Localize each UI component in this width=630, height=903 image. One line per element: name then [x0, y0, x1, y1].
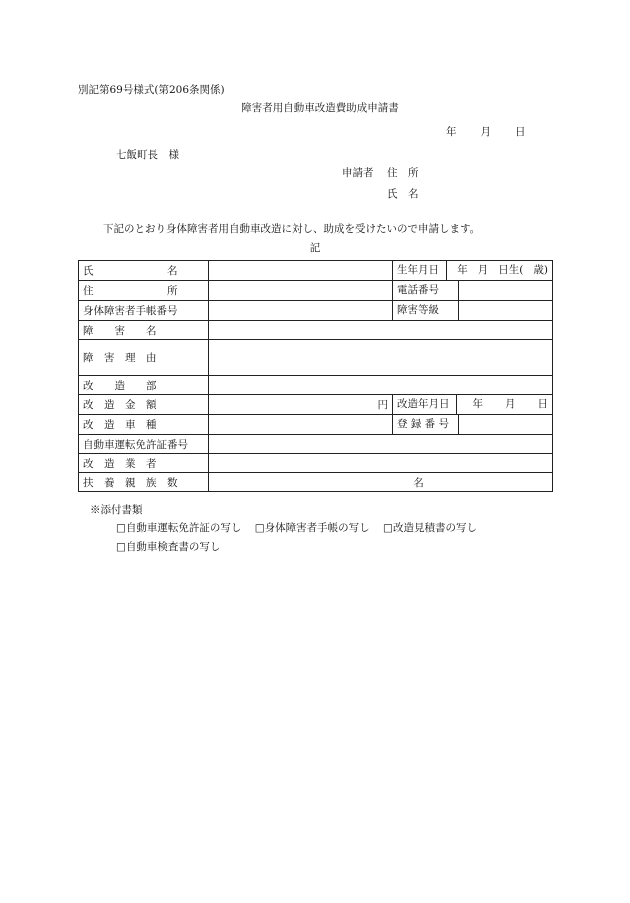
value-reason[interactable]: [209, 340, 553, 376]
yen-unit: 円: [377, 399, 388, 411]
label-phone: 電話番号: [393, 281, 459, 300]
attachment-item-handbook[interactable]: □身体障害者手帳の写し: [254, 522, 370, 534]
value-name[interactable]: [209, 261, 393, 281]
label-dependents: 扶 養 親 族 数: [79, 473, 209, 492]
attachments-list-row-1: [116, 520, 487, 535]
label-license-no: 自動車運転免許証番号: [79, 435, 209, 454]
attachments-list-row-2: [116, 539, 230, 554]
value-grade[interactable]: [459, 301, 552, 320]
value-vehicle-type[interactable]: [209, 415, 393, 435]
label-reg-no: 登 録 番 号: [393, 415, 459, 434]
attachment-item-license[interactable]: □自動車運転免許証の写し: [116, 522, 242, 534]
dob-year: 年: [457, 264, 468, 276]
label-grade-cell: [393, 301, 553, 321]
table-row: [79, 281, 553, 301]
value-reg-no[interactable]: [459, 415, 552, 434]
ki-heading: 記: [309, 242, 321, 254]
value-modified-part[interactable]: [209, 376, 553, 395]
label-contractor: 改 造 業 者: [79, 454, 209, 473]
label-mod-date: 改造年月日: [393, 395, 457, 414]
applicant-name-label: 氏 名: [387, 188, 419, 200]
table-row: [79, 435, 553, 454]
date-month: 月: [480, 126, 491, 138]
label-name: 氏 名: [79, 261, 209, 281]
label-amount: 改 造 金 額: [79, 395, 209, 415]
label-reason: 障 害 理 由: [79, 340, 209, 376]
label-mod-date-cell: [393, 395, 553, 415]
table-row: [79, 395, 553, 415]
label-dob: 生年月日: [393, 261, 447, 280]
addressee: 七飯町長 様: [116, 149, 179, 161]
value-dependents[interactable]: [209, 473, 553, 492]
persons-unit: 名: [413, 476, 424, 489]
document-title: 障害者用自動車改造費助成申請書: [241, 102, 399, 114]
table-row: [79, 415, 553, 435]
label-vehicle-type: 改 造 車 種: [79, 415, 209, 435]
table-row: [79, 376, 553, 395]
table-row: [79, 340, 553, 376]
form-number: 別記第69号様式(第206条関係): [78, 84, 225, 96]
application-table: [78, 260, 553, 492]
table-row: [79, 454, 553, 473]
date-line: [446, 124, 526, 139]
label-address: 住 所: [79, 281, 209, 301]
label-disability-name: 障 害 名: [79, 321, 209, 340]
label-modified-part: 改 造 部: [79, 376, 209, 395]
label-phone-cell: [393, 281, 553, 301]
attachments-heading: ※添付書類: [90, 504, 143, 516]
value-disability-name[interactable]: [209, 321, 553, 340]
value-license-no[interactable]: [209, 435, 553, 454]
attachment-item-inspection[interactable]: □自動車検査書の写し: [116, 541, 221, 553]
dob-month: 月: [477, 264, 489, 276]
label-grade: 障害等級: [393, 301, 459, 320]
value-amount[interactable]: [209, 395, 393, 415]
table-row: [79, 261, 553, 281]
mod-day: 日: [537, 398, 548, 410]
value-cert-no[interactable]: [209, 301, 393, 321]
mod-year: 年: [472, 398, 483, 410]
value-contractor[interactable]: [209, 454, 553, 473]
label-cert-no: 身体障害者手帳番号: [79, 301, 209, 321]
mod-month: 月: [505, 398, 516, 410]
table-row: [79, 321, 553, 340]
application-statement: 下記のとおり身体障害者用自動車改造に対し、助成を受けたいので申請します。: [103, 223, 481, 235]
date-year: 年: [446, 126, 457, 138]
value-phone[interactable]: [459, 281, 552, 300]
attachment-item-estimate[interactable]: □改造見積書の写し: [383, 522, 477, 534]
label-reg-no-cell: [393, 415, 553, 435]
value-address[interactable]: [209, 281, 393, 301]
dob-suffix: 日生(: [498, 264, 524, 276]
label-dob-cell: [393, 261, 553, 281]
date-day: 日: [515, 126, 526, 138]
applicant-address-label: 住 所: [387, 167, 419, 179]
dob-age: 歳): [533, 264, 548, 276]
table-row: [79, 301, 553, 321]
value-mod-date[interactable]: [457, 395, 553, 414]
applicant-label: 申請者: [342, 167, 374, 179]
value-dob[interactable]: [447, 261, 552, 280]
table-row: [79, 473, 553, 492]
